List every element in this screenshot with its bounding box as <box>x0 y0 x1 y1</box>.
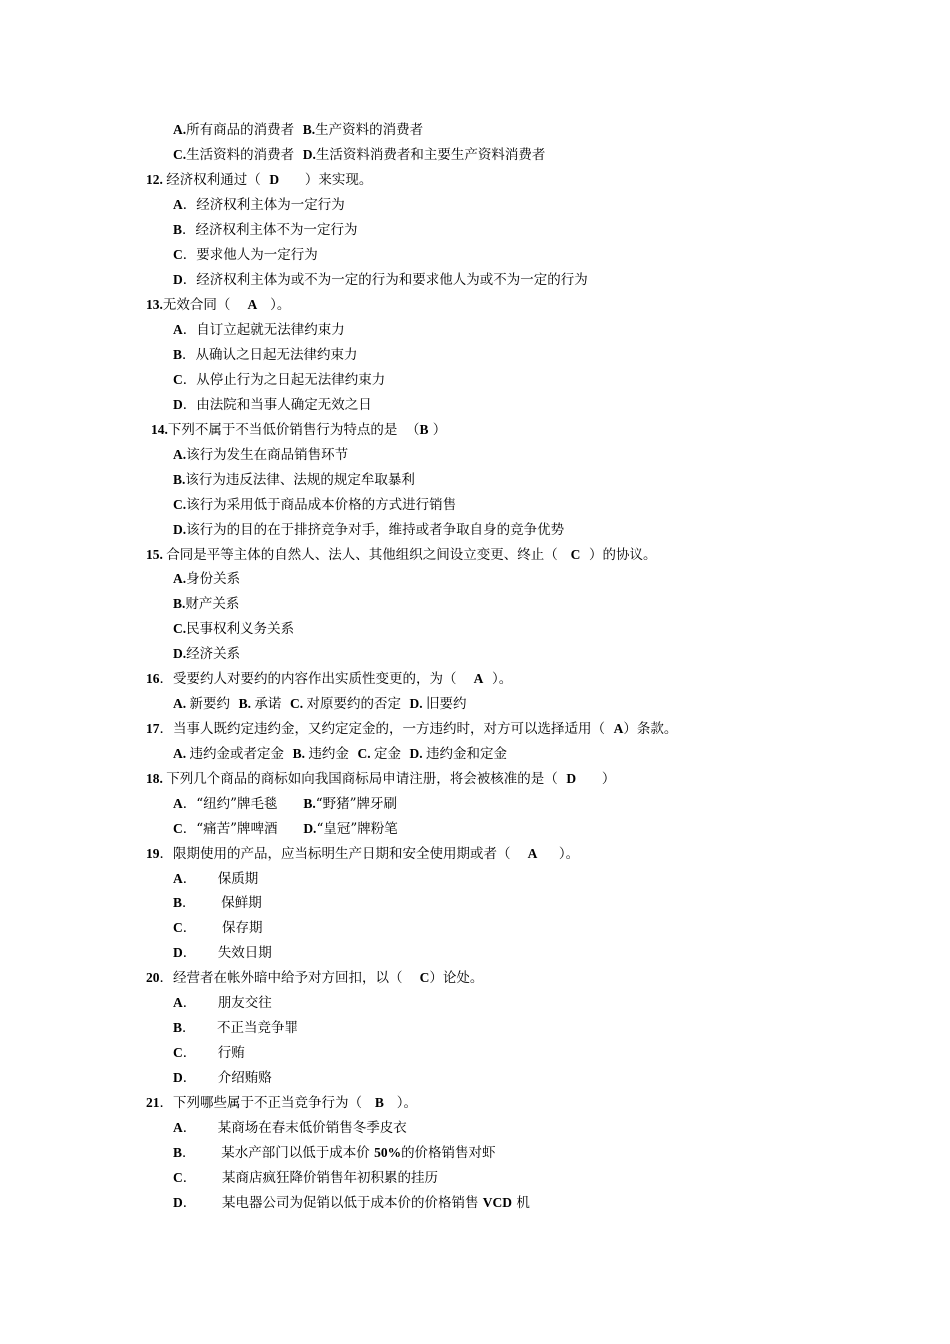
option-line <box>173 1044 245 1062</box>
option-line <box>173 196 345 214</box>
line-text: 经济关系 <box>186 646 241 662</box>
bold-label: C. <box>357 746 374 761</box>
bold-label: D <box>269 172 280 187</box>
line-text: ．由法院和当事人确定无效之日 <box>182 397 372 413</box>
line-text: 违约金 <box>308 746 358 762</box>
bold-label: B <box>173 895 183 910</box>
line-text: 违约金和定金 <box>426 746 508 762</box>
bold-label: B. <box>302 122 316 137</box>
bold-label: 19 <box>146 846 160 861</box>
line-text: 新要约 <box>189 696 239 712</box>
line-text: 下列几个商品的商标如向我国商标局申请注册，将会被核准的是（ <box>166 771 567 787</box>
bold-label: 15. <box>146 547 167 562</box>
line-text: ．经济权利主体为或不为一定的行为和要求他人为或不为一定的行为 <box>182 272 588 288</box>
bold-label: C <box>173 372 183 387</box>
bold-label: C. <box>173 497 187 512</box>
bold-label: D. <box>302 147 316 162</box>
bold-label: B <box>374 1095 384 1110</box>
bold-label: A <box>473 671 484 686</box>
line-text: ）的协议。 <box>580 547 657 563</box>
bold-label: B. <box>238 696 255 711</box>
line-text: ．经济权利主体不为一定行为 <box>182 222 358 238</box>
line-text: “皇冠”牌粉笔 <box>316 821 398 837</box>
line-text: 合同是平等主体的自然人、法人、其他组织之间设立变更、终止（ <box>166 547 571 563</box>
bold-label: C <box>419 970 430 985</box>
bold-label: B. <box>303 796 316 811</box>
option-line <box>173 620 294 638</box>
line-text: 该行为发生在商品销售环节 <box>186 447 349 463</box>
line-text: ． 某商场在春末低价销售冬季皮衣 <box>182 1120 407 1136</box>
question-17 <box>146 720 677 738</box>
line-text: 生活资料消费者和主要生产资料消费者 <box>315 147 546 163</box>
question-19 <box>146 845 579 863</box>
bold-label: A <box>173 796 183 811</box>
option-line <box>173 446 348 464</box>
bold-label: A. <box>173 122 187 137</box>
bold-label: B. <box>292 746 309 761</box>
bold-label: C <box>570 547 581 562</box>
option-line <box>173 870 258 888</box>
bold-label: D <box>566 771 577 786</box>
option-line <box>173 246 318 264</box>
line-text: ． 失效日期 <box>182 945 272 961</box>
bold-label: A <box>173 871 183 886</box>
bold-label: A <box>173 197 183 212</box>
bold-label: C. <box>173 147 187 162</box>
line-text: ． 某商店疯狂降价销售年初积累的挂历 <box>182 1170 438 1186</box>
option-line <box>173 121 423 139</box>
line-text: ．经济权利主体为一定行为 <box>182 197 345 213</box>
line-text: ．当事人既约定违约金，又约定定金的，一方违约时，对方可以选择适用（ <box>159 721 614 737</box>
question-15 <box>146 546 656 564</box>
option-line <box>173 1194 530 1212</box>
line-text: ）来实现。 <box>279 172 373 188</box>
line-text: ） <box>428 422 447 438</box>
bold-label: A <box>527 846 538 861</box>
option-line <box>173 919 263 937</box>
bold-label: 18. <box>146 771 167 786</box>
option-line <box>173 471 415 489</box>
line-text: “野猪”牌牙刷 <box>315 796 398 812</box>
line-text: 身份关系 <box>186 571 241 587</box>
bold-label: 50% <box>374 1145 402 1160</box>
line-text: 无效合同（ <box>162 297 248 313</box>
option-line <box>173 1144 496 1162</box>
question-18 <box>146 770 615 788</box>
line-text: 所有商品的消费者 <box>186 122 303 138</box>
line-text: ．要求他人为一定行为 <box>182 247 318 263</box>
option-line <box>173 321 345 339</box>
line-text: ．自订立起就无法律约束力 <box>182 322 345 338</box>
option-line <box>173 1119 407 1137</box>
line-text: ． 某水产部门以低于成本价 <box>182 1145 375 1161</box>
option-line <box>173 221 358 239</box>
line-text: ． 行贿 <box>182 1045 245 1061</box>
bold-label: B <box>173 1145 183 1160</box>
bold-label: B <box>419 422 429 437</box>
line-text: ．从确认之日起无法律约束力 <box>182 347 358 363</box>
line-text: ）条款。 <box>623 721 678 737</box>
line-text: 承诺 <box>254 696 290 712</box>
option-line <box>173 745 507 763</box>
option-line <box>173 1019 298 1037</box>
bold-label: B <box>173 1020 183 1035</box>
bold-label: A. <box>173 447 187 462</box>
line-text: ．“痛苦”牌啤酒 <box>182 821 304 837</box>
bold-label: A. <box>173 696 190 711</box>
option-line <box>173 994 272 1012</box>
bold-label: B. <box>173 472 186 487</box>
option-line <box>173 146 545 164</box>
option-line <box>173 1169 438 1187</box>
line-text: 该行为的目的在于排挤竞争对手，维持或者争取自身的竞争优势 <box>186 522 565 538</box>
line-text: 旧要约 <box>426 696 467 712</box>
line-text: 对原要约的否定 <box>306 696 410 712</box>
bold-label: B <box>173 222 183 237</box>
line-text: ． 不正当竞争罪 <box>182 1020 298 1036</box>
bold-label: D <box>173 397 183 412</box>
bold-label: A. <box>173 571 187 586</box>
bold-label: D <box>173 1070 183 1085</box>
line-text: ）论处。 <box>429 970 484 986</box>
bold-label: VCD <box>482 1195 513 1210</box>
bold-label: D <box>173 1195 183 1210</box>
question-16 <box>146 670 512 688</box>
bold-label: B. <box>173 596 186 611</box>
line-text: 的价格销售对虾 <box>401 1145 496 1161</box>
bold-label: C <box>173 1045 183 1060</box>
bold-label: D. <box>409 696 427 711</box>
bold-label: D. <box>173 646 187 661</box>
option-line <box>173 521 564 539</box>
option-line <box>173 595 239 613</box>
bold-label: 13. <box>146 297 163 312</box>
line-text: 财产关系 <box>185 596 240 612</box>
question-20 <box>146 969 483 987</box>
line-text: ）。 <box>257 297 291 313</box>
option-line <box>173 820 398 838</box>
line-text: ）。 <box>483 671 513 687</box>
line-text: ）。 <box>383 1095 418 1111</box>
bold-label: C. <box>173 621 187 636</box>
option-line <box>173 570 240 588</box>
bold-label: C <box>173 1170 183 1185</box>
line-text: ． 介绍贿赂 <box>182 1070 272 1086</box>
line-text: ． 保存期 <box>182 920 263 936</box>
line-text: ． 保质期 <box>182 871 259 887</box>
line-text: 经济权利通过（ <box>166 172 270 188</box>
option-line <box>173 695 467 713</box>
question-13 <box>146 296 290 314</box>
bold-label: 17 <box>146 721 160 736</box>
line-text: 该行为违反法律、法规的规定牟取暴利 <box>185 472 415 488</box>
option-line <box>173 795 397 813</box>
option-line <box>173 396 372 414</box>
bold-label: A <box>173 1120 183 1135</box>
bold-label: 21 <box>146 1095 160 1110</box>
line-text: ． 朋友交往 <box>182 995 272 1011</box>
question-14 <box>151 421 446 439</box>
bold-label: C. <box>289 696 307 711</box>
line-text: ．限期使用的产品，应当标明生产日期和安全使用期或者（ <box>159 846 528 862</box>
bold-label: D. <box>303 821 317 836</box>
bold-label: D. <box>173 522 187 537</box>
line-text: ．经营者在帐外暗中给予对方回扣，以（ <box>159 970 420 986</box>
bold-label: A <box>247 297 258 312</box>
bold-label: C <box>173 920 183 935</box>
line-text: ．下列哪些属于不正当竞争行为（ <box>159 1095 375 1111</box>
line-text: ．从停止行为之日起无法律约束力 <box>182 372 386 388</box>
bold-label: C <box>173 247 183 262</box>
bold-label: 14. <box>151 422 168 437</box>
option-line <box>173 496 456 514</box>
question-21 <box>146 1094 417 1112</box>
bold-label: 20 <box>146 970 160 985</box>
line-text: ）。 <box>537 846 580 862</box>
line-text: 生产资料的消费者 <box>315 122 424 138</box>
option-line <box>173 371 385 389</box>
bold-label: D <box>173 945 183 960</box>
bold-label: A <box>173 995 183 1010</box>
line-text: ． 某电器公司为促销以低于成本价的价格销售 <box>182 1195 483 1211</box>
bold-label: 12. <box>146 172 167 187</box>
bold-label: D. <box>409 746 427 761</box>
bold-label: C <box>173 821 183 836</box>
line-text: 民事权利义务关系 <box>186 621 295 637</box>
bold-label: D <box>173 272 183 287</box>
line-text: 下列不属于不当低价销售行为特点的是 （ <box>167 422 420 438</box>
bold-label: B <box>173 347 183 362</box>
option-line <box>173 645 240 663</box>
bold-label: A <box>173 322 183 337</box>
question-12 <box>146 171 372 189</box>
line-text: 该行为采用低于商品成本价格的方式进行销售 <box>186 497 457 513</box>
option-line <box>173 271 588 289</box>
option-line <box>173 944 272 962</box>
option-line <box>173 894 262 912</box>
line-text: ．“纽约”牌毛毯 <box>182 796 304 812</box>
bold-label: A <box>613 721 624 736</box>
option-line <box>173 346 358 364</box>
line-text: 生活资料的消费者 <box>186 147 303 163</box>
option-line <box>173 1069 272 1087</box>
bold-label: 16 <box>146 671 160 686</box>
line-text: ） <box>576 771 616 787</box>
line-text: ．受要约人对要约的内容作出实质性变更的，为（ <box>159 671 474 687</box>
line-text: 违约金或者定金 <box>189 746 293 762</box>
line-text: 机 <box>512 1195 530 1211</box>
line-text: ． 保鲜期 <box>182 895 262 911</box>
bold-label: A. <box>173 746 190 761</box>
line-text: 定金 <box>373 746 410 762</box>
